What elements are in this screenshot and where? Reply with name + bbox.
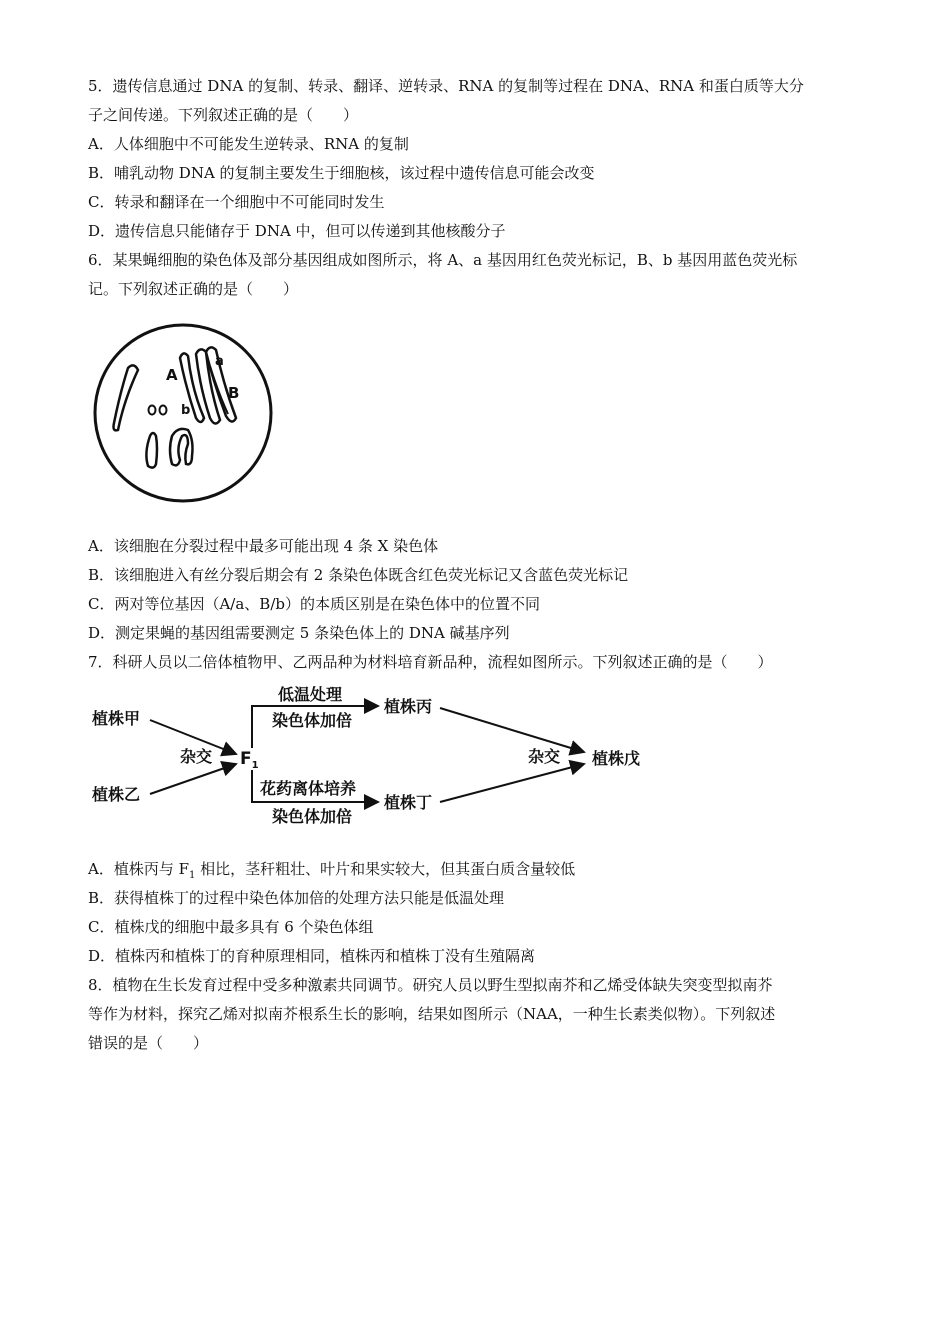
arrow-bing-to-wu bbox=[440, 708, 584, 752]
arrow-yi-to-f1 bbox=[150, 764, 236, 794]
chromosome-bottom-left bbox=[146, 433, 157, 468]
chromosome-cell-figure bbox=[88, 318, 278, 508]
q5-option-d: D．遗传信息只能储存于 DNA 中，但可以传递到其他核酸分子 bbox=[88, 222, 506, 240]
label-cross-1: 杂交 bbox=[180, 747, 213, 766]
q6-option-b: B．该细胞进入有丝分裂后期会有 2 条染色体既含红色荧光标记又含蓝色荧光标记 bbox=[88, 566, 629, 584]
q7-option-d: D．植株丙和植株丁的育种原理相同，植株丙和植株丁没有生殖隔离 bbox=[88, 947, 536, 965]
q5-option-c: C．转录和翻译在一个细胞中不可能同时发生 bbox=[88, 193, 385, 211]
chromosome-bottom-hook bbox=[170, 429, 193, 465]
gene-label-a: a bbox=[215, 354, 224, 369]
q6-option-a: A．该细胞在分裂过程中最多可能出现 4 条 X 染色体 bbox=[88, 537, 439, 555]
q8-stem-line3: 错误的是（ ） bbox=[88, 1034, 209, 1052]
q6-option-d: D．测定果蝇的基因组需要测定 5 条染色体上的 DNA 碱基序列 bbox=[88, 624, 510, 642]
q6-option-c: C．两对等位基因（A/a、B/b）的本质区别是在染色体中的位置不同 bbox=[88, 595, 540, 613]
q7-option-c: C．植株戊的细胞中最多具有 6 个染色体组 bbox=[88, 918, 374, 936]
gene-label-b: b bbox=[181, 403, 191, 418]
node-plant-wu: 植株戊 bbox=[592, 749, 641, 768]
q7-option-a: A．植株丙与 $F_1$ 相比，茎秆粗壮、叶片和果实较大，但其蛋白质含量较低 bbox=[88, 860, 576, 881]
dot-chromosome-2 bbox=[160, 406, 167, 415]
node-plant-yi: 植株乙 bbox=[92, 785, 141, 804]
q6-stem-line2: 记。下列叙述正确的是（ ） bbox=[88, 280, 299, 298]
arrow-ding-to-wu bbox=[440, 764, 584, 802]
label-anther-culture: 花药离体培养 bbox=[260, 779, 357, 798]
node-plant-bing: 植株丙 bbox=[384, 697, 433, 716]
node-plant-ding: 植株丁 bbox=[384, 793, 433, 812]
label-double-1: 染色体加倍 bbox=[272, 711, 353, 730]
q6-stem-line1: 6．某果蝇细胞的染色体及部分基因组成如图所示，将 A、a 基因用红色荧光标记，B、b 基因用蓝色荧光标 bbox=[88, 251, 798, 269]
gene-label-A: A bbox=[166, 366, 178, 384]
q7-option-b: B．获得植株丁的过程中染色体加倍的处理方法只能是低温处理 bbox=[88, 889, 505, 907]
q5-stem-line2: 子之间传递。下列叙述正确的是（ ） bbox=[88, 106, 359, 124]
q5-option-a: A．人体细胞中不可能发生逆转录、RNA 的复制 bbox=[88, 135, 409, 153]
label-low-temp: 低温处理 bbox=[278, 685, 343, 704]
q5-stem-line1: 5．遗传信息通过 DNA 的复制、转录、翻译、逆转录、RNA 的复制等过程在 DNA、RNA 和蛋白质等大分 bbox=[88, 77, 804, 95]
node-f1: $F_1$ bbox=[240, 749, 259, 771]
breeding-flowchart bbox=[88, 684, 668, 834]
q5-option-b: B．哺乳动物 DNA 的复制主要发生于细胞核，该过程中遗传信息可能会改变 bbox=[88, 164, 595, 182]
label-double-2: 染色体加倍 bbox=[272, 807, 353, 826]
q7-stem-line1: 7．科研人员以二倍体植物甲、乙两品种为材料培育新品种，流程如图所示。下列叙述正确的是（ ） bbox=[88, 653, 773, 671]
gene-label-B: B bbox=[228, 384, 240, 402]
label-cross-2: 杂交 bbox=[528, 747, 561, 766]
node-plant-jia: 植株甲 bbox=[92, 709, 141, 728]
chromosome-long-left bbox=[114, 365, 139, 430]
q8-stem-line2: 等作为材料，探究乙烯对拟南芥根系生长的影响，结果如图所示（NAA，一种生长素类似物）。下列叙述 bbox=[88, 1005, 776, 1023]
dot-chromosome-1 bbox=[149, 406, 156, 415]
q8-stem-line1: 8．植物在生长发育过程中受多种激素共同调节。研究人员以野生型拟南芥和乙烯受体缺失突变型拟南芥 bbox=[88, 976, 773, 994]
